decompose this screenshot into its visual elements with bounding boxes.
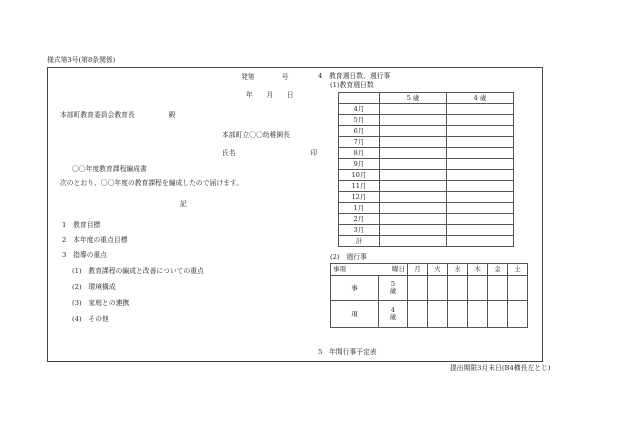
sub-list-item: (4) その他: [72, 315, 109, 323]
table-row: [339, 236, 514, 247]
table-cell: [447, 104, 514, 115]
table-row: [339, 170, 514, 181]
table-cell: [448, 301, 468, 328]
ki-heading: 記: [180, 200, 187, 208]
row-label: 7月: [339, 137, 380, 148]
document-number: 発第 号: [241, 73, 289, 81]
row-label: 計: [339, 236, 380, 247]
table-cell: [447, 115, 514, 126]
weekday-header: 火: [428, 264, 448, 276]
weekday-header: 月: [408, 264, 428, 276]
table-row: [339, 225, 514, 236]
row-label: 9月: [339, 159, 380, 170]
row-label: 事: [331, 276, 379, 301]
row-label: 6月: [339, 126, 380, 137]
row-label: 12月: [339, 192, 380, 203]
table-row: [331, 264, 528, 276]
list-item: 1 教育目標: [62, 221, 101, 229]
table-row: [339, 181, 514, 192]
weekday-header: 木: [468, 264, 488, 276]
table-cell: [508, 301, 528, 328]
table-row: [339, 159, 514, 170]
table-cell: [447, 159, 514, 170]
table-cell: [468, 276, 488, 301]
subsection2-title: (2) 週行事: [330, 253, 367, 261]
age-label-5: [379, 276, 408, 301]
row-label: 1月: [339, 203, 380, 214]
header-corner: [331, 264, 408, 276]
table-row: [339, 148, 514, 159]
weekday-header: 土: [508, 264, 528, 276]
row-label: 5月: [339, 115, 380, 126]
row-label: 2月: [339, 214, 380, 225]
table-cell: [380, 104, 447, 115]
list-item: 2 本年度の重点目標: [62, 236, 128, 244]
table-cell: [488, 276, 508, 301]
age-unit: 歳: [389, 287, 397, 295]
table-cell: [448, 276, 468, 301]
row-label: 項: [331, 301, 379, 328]
table-cell: [380, 192, 447, 203]
name-seal-line: 氏名 印: [222, 149, 318, 157]
weekday-header: 金: [488, 264, 508, 276]
table-cell: [447, 203, 514, 214]
subject: 〇〇年度教育課程編成書: [72, 165, 147, 173]
header-item-label: 事項: [333, 265, 346, 274]
list-item: 3 指導の重点: [62, 251, 108, 259]
column-header-age5: 5 歳: [380, 93, 447, 104]
table-cell: [447, 214, 514, 225]
sub-list-item: (3) 家庭との連携: [72, 299, 130, 307]
weekly-events-table: [330, 263, 528, 328]
table-cell: [447, 192, 514, 203]
section5-title: 5 年間行事予定表: [318, 348, 377, 356]
table-row: [331, 301, 528, 328]
sub-list-item: (2) 環境構成: [72, 283, 116, 291]
row-label: 11月: [339, 181, 380, 192]
row-label: 4月: [339, 104, 380, 115]
table-row: [339, 115, 514, 126]
document-date: 年 月 日: [246, 91, 294, 99]
table-cell: [447, 225, 514, 236]
table-cell: [488, 301, 508, 328]
table-cell: [428, 301, 448, 328]
table-cell: [508, 276, 528, 301]
table-row: [331, 276, 528, 301]
form-title: 様式第3号(第8条関係): [47, 56, 116, 64]
school-weeks-table: [338, 92, 514, 247]
table-cell: [380, 236, 447, 247]
footer-note: 提出期限3月末日(B4横長左とじ): [450, 364, 551, 372]
table-row: [339, 93, 514, 104]
table-cell: [408, 276, 428, 301]
table-cell: [468, 301, 488, 328]
table-row: [339, 126, 514, 137]
table-cell: [380, 126, 447, 137]
table-row: [339, 137, 514, 148]
age-number: 5: [390, 279, 396, 288]
age-label-4: [379, 301, 408, 328]
table-cell: [447, 181, 514, 192]
age-unit: 歳: [389, 313, 397, 321]
table-cell: [380, 225, 447, 236]
table-cell: [380, 115, 447, 126]
table-cell: [447, 236, 514, 247]
age-number: 4: [390, 305, 396, 314]
row-label: 8月: [339, 148, 380, 159]
table-cell: [428, 276, 448, 301]
table-cell: [447, 137, 514, 148]
table-cell: [380, 181, 447, 192]
row-label: 10月: [339, 170, 380, 181]
table-cell: [380, 214, 447, 225]
table-cell: [408, 301, 428, 328]
table-row: [339, 104, 514, 115]
row-label: 3月: [339, 225, 380, 236]
column-header-age4: 4 歳: [447, 93, 514, 104]
table-cell: [447, 148, 514, 159]
table-row: [339, 203, 514, 214]
subsection1-title: (1)教育週日数: [330, 81, 374, 89]
weekday-header: 水: [448, 264, 468, 276]
sender-school: 本部町立〇〇幼稚園長: [222, 131, 290, 139]
table-row: [339, 214, 514, 225]
table-cell: [380, 170, 447, 181]
addressee: 本部町教育委員会教育長 殿: [60, 111, 176, 119]
header-day-label: 曜日: [392, 265, 405, 274]
section4-title: 4 教育週日数、週行事: [318, 72, 391, 80]
table-cell: [339, 93, 380, 104]
table-cell: [380, 203, 447, 214]
table-cell: [380, 159, 447, 170]
table-cell: [447, 126, 514, 137]
table-row: [339, 192, 514, 203]
sub-list-item: (1) 教育課程の編成と改善についての重点: [72, 267, 204, 275]
table-cell: [380, 148, 447, 159]
table-cell: [380, 137, 447, 148]
table-cell: [447, 170, 514, 181]
body-text: 次のとおり、〇〇年度の教育課程を編成したので届けます。: [60, 179, 243, 187]
